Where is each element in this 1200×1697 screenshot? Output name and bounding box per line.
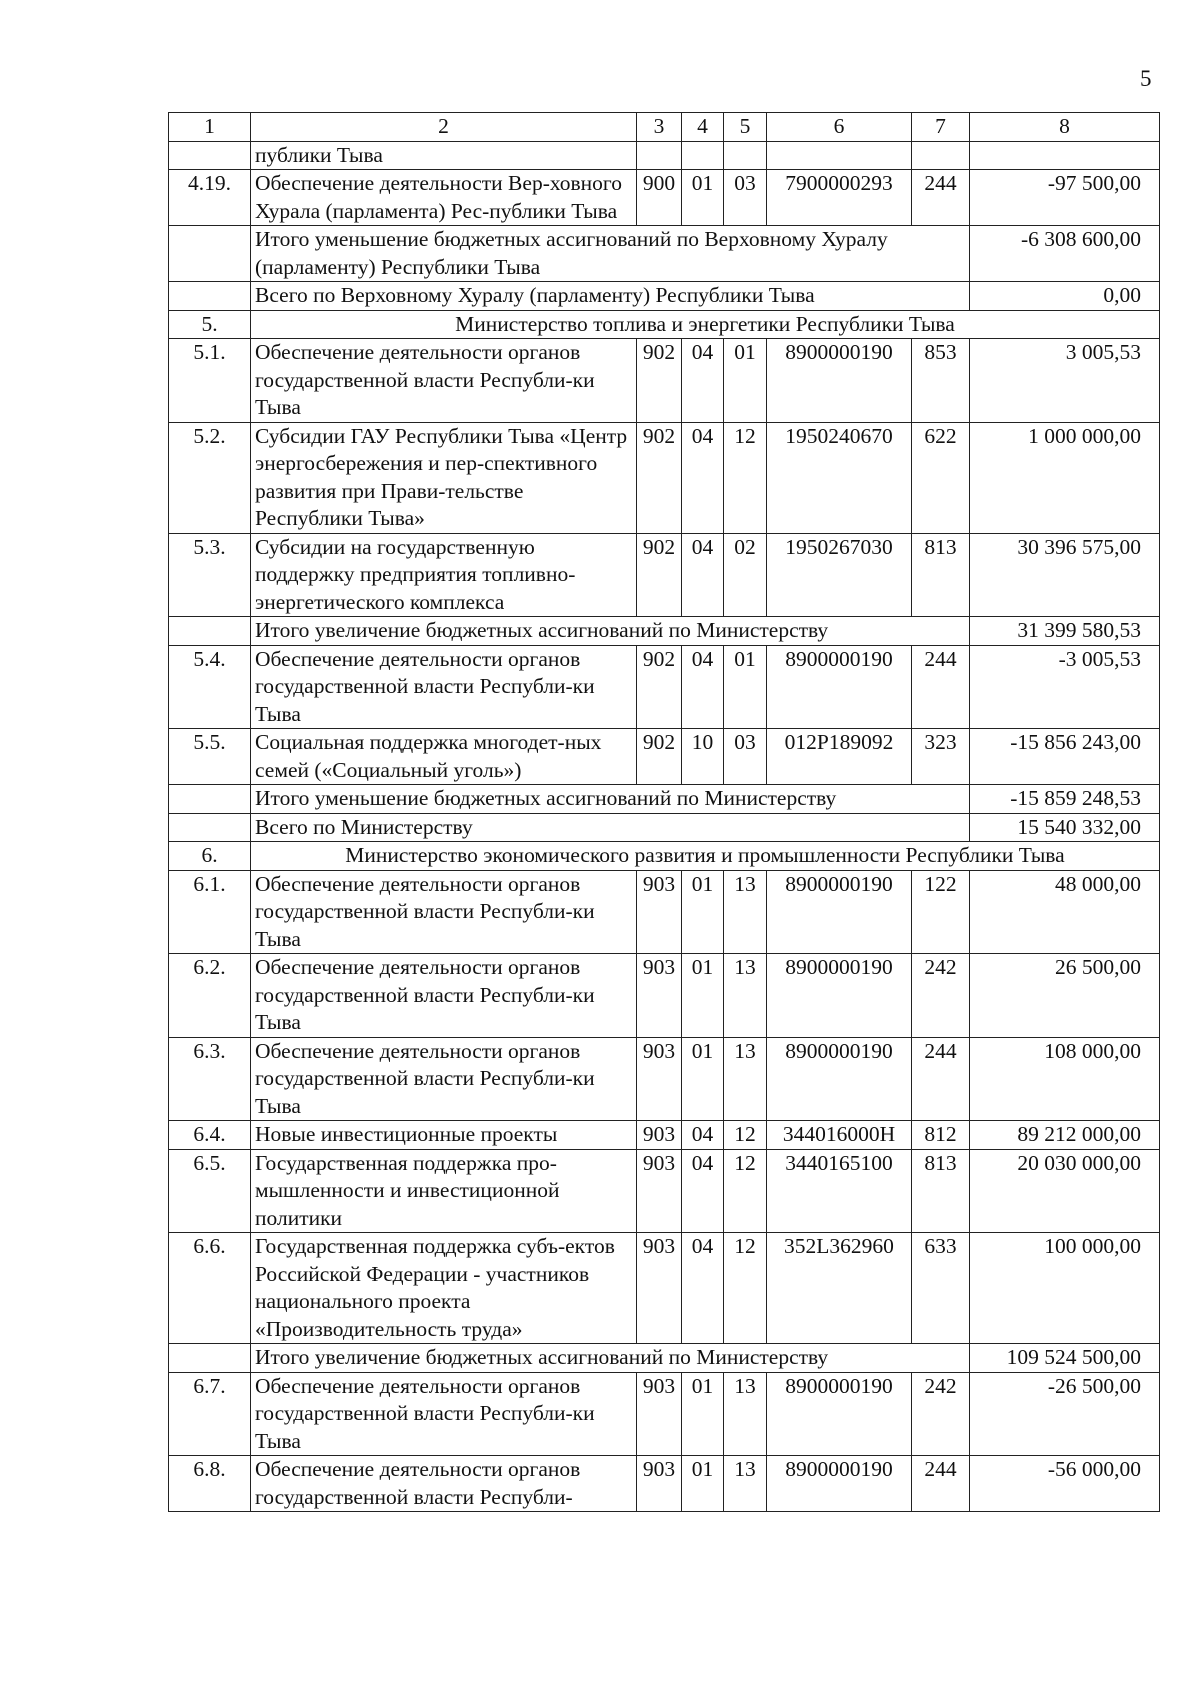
- target-article-code: 3440165100: [767, 1149, 912, 1233]
- table-row: [169, 954, 1160, 1038]
- budget-table: [168, 112, 1160, 1512]
- amount: -26 500,00: [970, 1372, 1160, 1456]
- row-description: Обеспечение деятельности органов государственной власти Республи-ки Тыва: [251, 870, 637, 954]
- empty-cell: [169, 785, 251, 814]
- table-row: [169, 1121, 1160, 1150]
- empty-cell: [637, 141, 682, 170]
- ministry-code: 903: [637, 954, 682, 1038]
- empty-cell: [970, 141, 1160, 170]
- total-label: Итого уменьшение бюджетных ассигнований по Министерству: [251, 785, 970, 814]
- total-row: [169, 226, 1160, 282]
- total-amount: 0,00: [970, 282, 1160, 311]
- row-description: Обеспечение деятельности органов государственной власти Республи-ки Тыва: [251, 645, 637, 729]
- table-row: [169, 729, 1160, 785]
- table-row: [169, 1456, 1160, 1512]
- section-number: 6.: [169, 842, 251, 871]
- header-cell: 6: [767, 113, 912, 142]
- row-description: Обеспечение деятельности Вер-ховного Хурала (парламента) Рес-публики Тыва: [251, 170, 637, 226]
- row-number: 6.5.: [169, 1149, 251, 1233]
- row-description: Субсидии ГАУ Республики Тыва «Центр энергосбережения и пер-спективного развития при Прави-тельстве Республики Тыва»: [251, 422, 637, 533]
- table-row: [169, 645, 1160, 729]
- section-code: 04: [682, 339, 724, 423]
- section-code: 04: [682, 1233, 724, 1344]
- amount: 1 000 000,00: [970, 422, 1160, 533]
- section-title: Министерство экономического развития и промышленности Республики Тыва: [251, 842, 1160, 871]
- row-description: Государственная поддержка про-мышленности и инвестиционной политики: [251, 1149, 637, 1233]
- subsection-code: 02: [724, 533, 767, 617]
- total-amount: 15 540 332,00: [970, 813, 1160, 842]
- ministry-code: 902: [637, 729, 682, 785]
- target-article-code: 7900000293: [767, 170, 912, 226]
- expense-type-code: 813: [912, 533, 970, 617]
- empty-cell: [169, 1344, 251, 1373]
- row-number: 5.5.: [169, 729, 251, 785]
- amount: 100 000,00: [970, 1233, 1160, 1344]
- empty-cell: [169, 141, 251, 170]
- row-description: Социальная поддержка многодет-ных семей («Социальный уголь»): [251, 729, 637, 785]
- table-row: [169, 1037, 1160, 1121]
- subsection-code: 01: [724, 645, 767, 729]
- target-article-code: 8900000190: [767, 1037, 912, 1121]
- ministry-code: 902: [637, 339, 682, 423]
- row-number: 6.8.: [169, 1456, 251, 1512]
- total-row: [169, 785, 1160, 814]
- ministry-code: 900: [637, 170, 682, 226]
- section-code: 04: [682, 533, 724, 617]
- section-code: 01: [682, 870, 724, 954]
- target-article-code: 8900000190: [767, 870, 912, 954]
- table-row: [169, 170, 1160, 226]
- header-cell: 3: [637, 113, 682, 142]
- expense-type-code: 244: [912, 1456, 970, 1512]
- amount: 108 000,00: [970, 1037, 1160, 1121]
- subsection-code: 03: [724, 170, 767, 226]
- total-amount: -15 859 248,53: [970, 785, 1160, 814]
- total-amount: 31 399 580,53: [970, 617, 1160, 646]
- total-amount: 109 524 500,00: [970, 1344, 1160, 1373]
- target-article-code: 8900000190: [767, 1456, 912, 1512]
- row-number: 6.6.: [169, 1233, 251, 1344]
- amount: 26 500,00: [970, 954, 1160, 1038]
- section-title: Министерство топлива и энергетики Республики Тыва: [251, 310, 1160, 339]
- section-code: 04: [682, 1121, 724, 1150]
- empty-cell: [169, 226, 251, 282]
- target-article-code: 8900000190: [767, 954, 912, 1038]
- empty-cell: [682, 141, 724, 170]
- section-code: 04: [682, 1149, 724, 1233]
- subsection-code: 01: [724, 339, 767, 423]
- expense-type-code: 853: [912, 339, 970, 423]
- table-row: [169, 1149, 1160, 1233]
- amount: -3 005,53: [970, 645, 1160, 729]
- ministry-code: 903: [637, 1456, 682, 1512]
- row-number: 5.2.: [169, 422, 251, 533]
- row-description: Государственная поддержка субъ-ектов Российской Федерации - участников национального проекта «Производительность труда»: [251, 1233, 637, 1344]
- row-number: 5.3.: [169, 533, 251, 617]
- target-article-code: 352L362960: [767, 1233, 912, 1344]
- total-row: [169, 1344, 1160, 1373]
- amount: 30 396 575,00: [970, 533, 1160, 617]
- total-label: Итого увеличение бюджетных ассигнований по Министерству: [251, 1344, 970, 1373]
- header-cell: 8: [970, 113, 1160, 142]
- row-number: 6.4.: [169, 1121, 251, 1150]
- target-article-code: 8900000190: [767, 1372, 912, 1456]
- subsection-code: 13: [724, 1372, 767, 1456]
- target-article-code: 012P189092: [767, 729, 912, 785]
- expense-type-code: 633: [912, 1233, 970, 1344]
- total-amount: -6 308 600,00: [970, 226, 1160, 282]
- ministry-code: 903: [637, 1233, 682, 1344]
- amount: -15 856 243,00: [970, 729, 1160, 785]
- row-description: Обеспечение деятельности органов государственной власти Республи-ки Тыва: [251, 1372, 637, 1456]
- empty-cell: [912, 141, 970, 170]
- table-row: [169, 1233, 1160, 1344]
- total-row: [169, 617, 1160, 646]
- expense-type-code: 244: [912, 645, 970, 729]
- row-description: публики Тыва: [251, 141, 637, 170]
- amount: 3 005,53: [970, 339, 1160, 423]
- section-number: 5.: [169, 310, 251, 339]
- subsection-code: 12: [724, 1121, 767, 1150]
- expense-type-code: 242: [912, 954, 970, 1038]
- target-article-code: 344016000H: [767, 1121, 912, 1150]
- row-number: 6.3.: [169, 1037, 251, 1121]
- page-number: 5: [1140, 66, 1152, 91]
- empty-cell: [169, 617, 251, 646]
- row-number: 4.19.: [169, 170, 251, 226]
- total-label: Итого увеличение бюджетных ассигнований по Министерству: [251, 617, 970, 646]
- ministry-code: 903: [637, 1037, 682, 1121]
- row-description: Обеспечение деятельности органов государственной власти Республи-ки Тыва: [251, 954, 637, 1038]
- row-description: Обеспечение деятельности органов государственной власти Республи-ки Тыва: [251, 1037, 637, 1121]
- subsection-code: 13: [724, 1037, 767, 1121]
- target-article-code: 1950240670: [767, 422, 912, 533]
- expense-type-code: 813: [912, 1149, 970, 1233]
- section-code: 10: [682, 729, 724, 785]
- section-code: 01: [682, 170, 724, 226]
- row-number: 6.1.: [169, 870, 251, 954]
- expense-type-code: 812: [912, 1121, 970, 1150]
- ministry-code: 902: [637, 422, 682, 533]
- amount: 89 212 000,00: [970, 1121, 1160, 1150]
- table-row: [169, 870, 1160, 954]
- table-row: [169, 1372, 1160, 1456]
- row-description: Обеспечение деятельности органов государственной власти Республи-ки Тыва: [251, 339, 637, 423]
- row-number: 5.4.: [169, 645, 251, 729]
- empty-cell: [169, 813, 251, 842]
- expense-type-code: 323: [912, 729, 970, 785]
- table-row: [169, 339, 1160, 423]
- total-row: [169, 282, 1160, 311]
- subsection-code: 13: [724, 954, 767, 1038]
- target-article-code: 1950267030: [767, 533, 912, 617]
- ministry-code: 903: [637, 1149, 682, 1233]
- expense-type-code: 242: [912, 1372, 970, 1456]
- amount: 20 030 000,00: [970, 1149, 1160, 1233]
- section-row: [169, 310, 1160, 339]
- empty-cell: [724, 141, 767, 170]
- section-code: 01: [682, 1037, 724, 1121]
- total-row: [169, 813, 1160, 842]
- header-cell: 2: [251, 113, 637, 142]
- row-number: 6.2.: [169, 954, 251, 1038]
- section-code: 04: [682, 422, 724, 533]
- header-cell: 1: [169, 113, 251, 142]
- empty-cell: [169, 282, 251, 311]
- total-label: Итого уменьшение бюджетных ассигнований по Верховному Хуралу (парламенту) Республики Тыва: [251, 226, 970, 282]
- subsection-code: 12: [724, 1233, 767, 1344]
- target-article-code: 8900000190: [767, 339, 912, 423]
- expense-type-code: 244: [912, 1037, 970, 1121]
- expense-type-code: 622: [912, 422, 970, 533]
- header-cell: 4: [682, 113, 724, 142]
- target-article-code: 8900000190: [767, 645, 912, 729]
- table-row: [169, 422, 1160, 533]
- subsection-code: 13: [724, 870, 767, 954]
- empty-cell: [767, 141, 912, 170]
- table-header-row: [169, 113, 1160, 142]
- total-label: Всего по Верховному Хуралу (парламенту) Республики Тыва: [251, 282, 970, 311]
- subsection-code: 13: [724, 1456, 767, 1512]
- continuation-row: [169, 141, 1160, 170]
- amount: -97 500,00: [970, 170, 1160, 226]
- section-code: 04: [682, 645, 724, 729]
- expense-type-code: 122: [912, 870, 970, 954]
- ministry-code: 903: [637, 870, 682, 954]
- subsection-code: 12: [724, 422, 767, 533]
- ministry-code: 902: [637, 533, 682, 617]
- section-code: 01: [682, 1456, 724, 1512]
- ministry-code: 903: [637, 1121, 682, 1150]
- section-code: 01: [682, 954, 724, 1038]
- header-cell: 7: [912, 113, 970, 142]
- ministry-code: 902: [637, 645, 682, 729]
- ministry-code: 903: [637, 1372, 682, 1456]
- total-label: Всего по Министерству: [251, 813, 970, 842]
- row-description: Обеспечение деятельности органов государственной власти Республи-: [251, 1456, 637, 1512]
- subsection-code: 12: [724, 1149, 767, 1233]
- row-number: 6.7.: [169, 1372, 251, 1456]
- row-description: Субсидии на государственную поддержку предприятия топливно-энергетического комплекса: [251, 533, 637, 617]
- header-cell: 5: [724, 113, 767, 142]
- section-code: 01: [682, 1372, 724, 1456]
- row-description: Новые инвестиционные проекты: [251, 1121, 637, 1150]
- subsection-code: 03: [724, 729, 767, 785]
- amount: -56 000,00: [970, 1456, 1160, 1512]
- amount: 48 000,00: [970, 870, 1160, 954]
- table-row: [169, 533, 1160, 617]
- expense-type-code: 244: [912, 170, 970, 226]
- section-row: [169, 842, 1160, 871]
- row-number: 5.1.: [169, 339, 251, 423]
